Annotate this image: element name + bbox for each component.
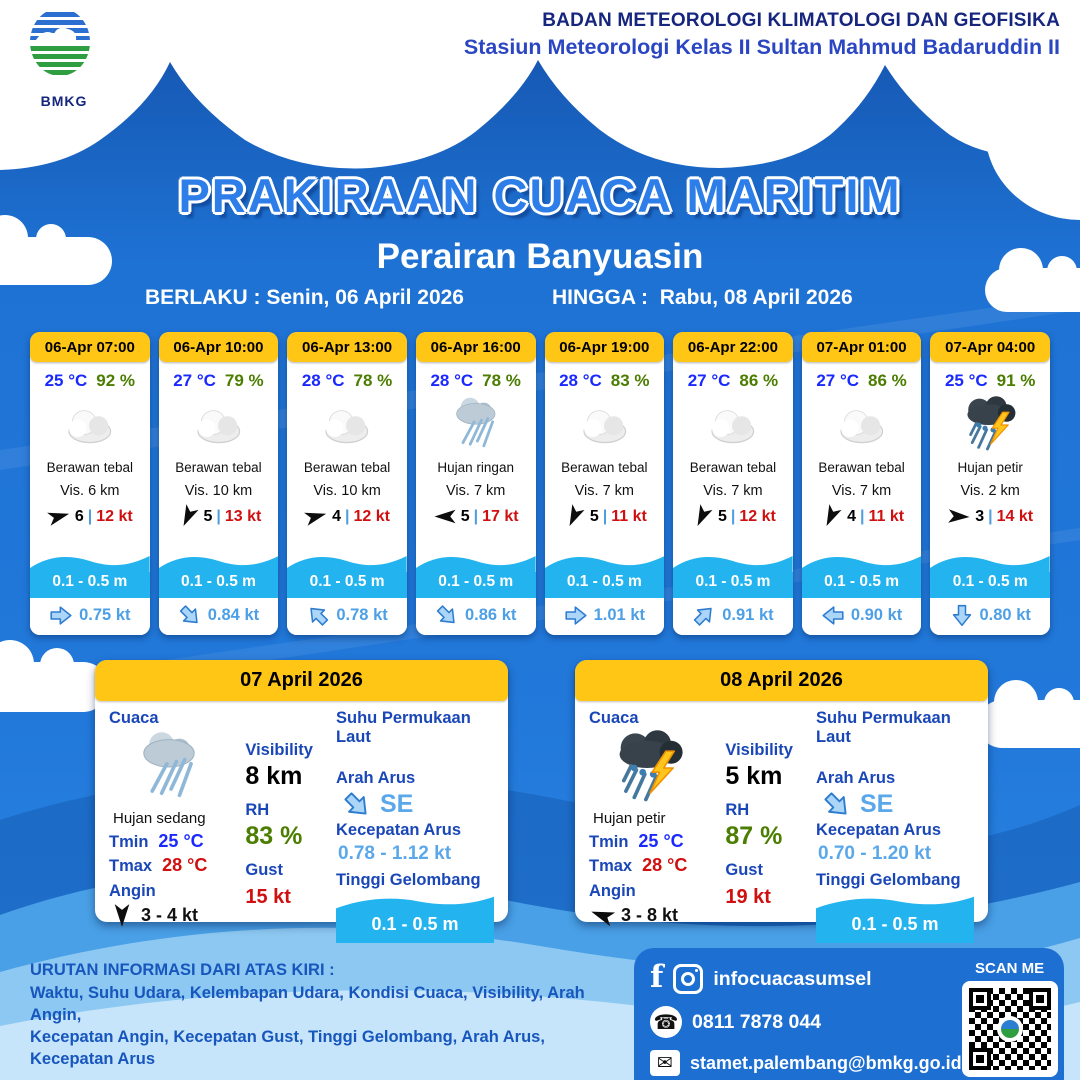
- instagram-icon: [673, 964, 703, 994]
- tmin-label: Tmin: [109, 833, 149, 851]
- separator: |: [216, 507, 221, 525]
- forecast-time: 06-Apr 10:00: [159, 332, 279, 362]
- valid-to: [552, 286, 853, 310]
- wind-range: 3 - 4 kt: [141, 905, 199, 925]
- wave-crest: [930, 552, 1050, 572]
- weather-condition: Berawan tebal: [818, 460, 905, 475]
- forecast-card: [416, 332, 536, 635]
- forecast-card: [802, 332, 922, 635]
- wave-crest: [287, 552, 407, 572]
- area-name: Perairan Banyuasin: [376, 237, 704, 276]
- visibility-label: Visibility: [725, 741, 793, 759]
- weather-icon: [30, 393, 150, 457]
- rh-value: 83 %: [245, 822, 303, 850]
- tmax-label: Tmax: [109, 857, 153, 875]
- kecepatan-arus-label: Kecepatan Arus: [816, 821, 942, 839]
- agency-name: BADAN METEOROLOGI KLIMATOLOGI DAN GEOFISIKA: [542, 10, 1060, 31]
- current-speed: 0.78 kt: [336, 606, 388, 624]
- visibility-label: Visibility: [245, 741, 313, 759]
- humidity: 78 %: [353, 371, 393, 390]
- kecepatan-arus-label: Kecepatan Arus: [336, 821, 462, 839]
- visibility-value: 10 km: [341, 483, 381, 499]
- weather-icon: [119, 726, 219, 810]
- visibility-value: 7 km: [473, 483, 506, 499]
- current-speed: 0.80 kt: [979, 606, 1031, 624]
- air-temperature: 28 °C: [301, 371, 345, 390]
- forecast-time: 07-Apr 04:00: [930, 332, 1050, 362]
- weather-condition: Hujan ringan: [437, 460, 514, 475]
- forecast-time: 06-Apr 16:00: [416, 332, 536, 362]
- tmin-value: 25 °C: [158, 831, 204, 851]
- visibility-value: 2 km: [988, 483, 1020, 499]
- wind-speed: 5: [589, 507, 599, 525]
- bmkg-logo-icon: [24, 6, 96, 92]
- forecast-card: [30, 332, 150, 635]
- forecast-card: [545, 332, 665, 635]
- current-speed: 0.90 kt: [850, 606, 903, 624]
- qr-finder: [1029, 988, 1051, 1010]
- facebook-icon: f: [650, 959, 664, 995]
- current-direction-icon: [688, 600, 720, 632]
- current-direction-icon: [431, 600, 463, 632]
- forecast-time: 06-Apr 19:00: [545, 332, 665, 362]
- air-temperature: 27 °C: [173, 371, 216, 390]
- gust-value: 19 kt: [725, 886, 771, 908]
- humidity: 86 %: [868, 371, 907, 390]
- wave-crest: [802, 552, 922, 572]
- wind-direction-icon: [688, 502, 715, 532]
- gust-speed: 12 kt: [96, 507, 133, 525]
- wave-crest: [30, 552, 150, 572]
- wind-direction-icon: [45, 504, 73, 529]
- gust-speed: 13 kt: [224, 507, 262, 525]
- valid-to-label: HINGGA :: [552, 286, 649, 309]
- poster-title: PRAKIRAAN CUACA MARITIM: [178, 169, 902, 222]
- weather-icon: [930, 393, 1050, 457]
- wave-height: 0.1 - 0.5 m: [416, 572, 536, 598]
- forecast-time: 06-Apr 22:00: [673, 332, 793, 362]
- weather-icon: [802, 393, 922, 457]
- visibility-value: 7 km: [731, 483, 763, 499]
- current-direction-icon: [302, 600, 334, 632]
- gust-speed: 12 kt: [353, 507, 390, 525]
- forecast-card: [930, 332, 1050, 635]
- wave-height: 0.1 - 0.5 m: [30, 572, 150, 598]
- visibility-label: Vis.: [60, 483, 85, 499]
- cloud-shape: [0, 662, 108, 712]
- rh-value: 87 %: [725, 822, 783, 850]
- qr-code: [962, 981, 1058, 1077]
- separator: |: [345, 507, 350, 525]
- footer-legend-line: Kecepatan Angin, Kecepatan Gust, Tinggi Gelombang, Arah Arus, Kecepatan Arus: [30, 1027, 545, 1068]
- air-temperature: 25 °C: [44, 371, 88, 390]
- current-range: 0.70 - 1.20 kt: [818, 843, 932, 864]
- wave-band: [287, 552, 407, 598]
- air-temperature: 28 °C: [559, 371, 602, 390]
- footer-legend-line: Waktu, Suhu Udara, Kelembapan Udara, Kondisi Cuaca, Visibility, Arah Angin,: [30, 983, 585, 1024]
- visibility-value: 7 km: [859, 483, 892, 499]
- qr-finder: [969, 1048, 991, 1070]
- cloud-shape: [978, 700, 1080, 748]
- wave-height: 0.1 - 0.5 m: [673, 572, 793, 598]
- tmin-value: 25 °C: [638, 831, 684, 851]
- station-name: Stasiun Meteorologi Kelas II Sultan Mahmud Badaruddin II: [463, 35, 1060, 59]
- weather-icon: [673, 393, 793, 457]
- current-speed: 0.84 kt: [207, 606, 260, 624]
- wave-crest: [416, 552, 536, 572]
- weather-condition: Berawan tebal: [303, 460, 391, 475]
- visibility-label: Vis.: [446, 483, 470, 499]
- current-speed: 1.01 kt: [593, 606, 645, 624]
- wave-crest: [336, 894, 494, 912]
- current-direction-icon: [49, 605, 73, 626]
- wind-direction-icon: [817, 502, 844, 532]
- cuaca-label: Cuaca: [589, 709, 639, 727]
- forecast-card: [673, 332, 793, 635]
- wave-height-box: [336, 894, 494, 943]
- visibility-label: Vis.: [960, 483, 985, 499]
- email-icon: ✉: [650, 1050, 680, 1076]
- daily-card: [95, 660, 508, 934]
- current-direction-icon: [337, 785, 377, 825]
- weather-condition: Berawan tebal: [175, 460, 262, 475]
- sst-label: Suhu Permukaan Laut: [336, 709, 471, 746]
- bmkg-logo-text: BMKG: [40, 93, 88, 109]
- gust-speed: 17 kt: [482, 507, 519, 525]
- current-direction-icon: [951, 604, 972, 628]
- visibility-label: Vis.: [313, 483, 338, 499]
- forecast-time: 07-Apr 01:00: [802, 332, 922, 362]
- wave-crest: [673, 552, 793, 572]
- daily-card-row: [95, 660, 988, 934]
- weather-condition: Hujan petir: [957, 460, 1023, 475]
- current-speed: 0.75 kt: [79, 606, 131, 624]
- tmax-label: Tmax: [589, 857, 633, 875]
- wave-height-box: [816, 894, 974, 943]
- angin-label: Angin: [589, 882, 636, 900]
- wind-speed: 5: [718, 507, 727, 525]
- title-block: [0, 168, 1080, 277]
- wind-speed: 4: [332, 507, 342, 525]
- wind-direction-icon: [560, 502, 587, 532]
- footer-legend: [30, 959, 630, 1070]
- gust-label: Gust: [725, 861, 763, 879]
- email-address: stamet.palembang@bmkg.go.id: [690, 1052, 962, 1073]
- visibility-value: 5 km: [725, 762, 783, 790]
- daily-date: 08 April 2026: [575, 660, 988, 701]
- forecast-card: [287, 332, 407, 635]
- current-direction-value: SE: [860, 790, 894, 818]
- gust-speed: 11 kt: [611, 507, 647, 525]
- visibility-label: Vis.: [574, 483, 599, 499]
- weather-condition: Berawan tebal: [689, 460, 777, 475]
- valid-from-label: BERLAKU :: [145, 286, 261, 309]
- forecast-card-row: [30, 332, 1050, 635]
- social-handle: infocuacasumsel: [713, 967, 872, 990]
- separator: |: [988, 507, 993, 525]
- humidity: 83 %: [610, 371, 650, 390]
- wave-height: 0.1 - 0.5 m: [159, 572, 279, 598]
- gust-speed: 11 kt: [868, 507, 905, 525]
- gust-speed: 12 kt: [739, 507, 776, 525]
- air-temperature: 28 °C: [430, 371, 474, 390]
- humidity: 92 %: [96, 371, 136, 390]
- wind-speed: 5: [203, 507, 213, 525]
- current-range: 0.78 - 1.12 kt: [338, 843, 452, 864]
- forecast-time: 06-Apr 13:00: [287, 332, 407, 362]
- rh-label: RH: [725, 801, 750, 819]
- weather-condition: Hujan petir: [593, 810, 666, 827]
- phone-number: 0811 7878 044: [692, 1010, 822, 1033]
- weather-icon: [287, 393, 407, 457]
- gust-label: Gust: [245, 861, 283, 879]
- humidity: 86 %: [739, 371, 779, 390]
- contact-panel: [634, 948, 1064, 1080]
- forecast-time: 06-Apr 07:00: [30, 332, 150, 362]
- wave-crest: [816, 894, 974, 912]
- wave-height: 0.1 - 0.5 m: [802, 572, 922, 598]
- separator: |: [602, 507, 608, 525]
- current-speed: 0.86 kt: [465, 606, 517, 624]
- gust-value: 15 kt: [245, 886, 291, 908]
- air-temperature: 25 °C: [944, 371, 988, 390]
- wave-band: [673, 552, 793, 598]
- valid-from-date: Senin, 06 April 2026: [266, 286, 464, 309]
- weather-icon: [545, 393, 665, 457]
- wave-band: [930, 552, 1050, 598]
- wave-crest: [159, 552, 279, 572]
- agency-header: [464, 10, 1060, 60]
- wave-height: 0.1 - 0.5 m: [287, 572, 407, 598]
- current-direction-icon: [174, 600, 206, 632]
- wind-direction-icon: [112, 903, 133, 929]
- visibility-value: 10 km: [212, 483, 253, 499]
- air-temperature: 27 °C: [816, 371, 860, 390]
- weather-icon: [416, 393, 536, 457]
- air-temperature: 27 °C: [687, 371, 731, 390]
- visibility-label: Vis.: [703, 483, 728, 499]
- current-speed: 0.91 kt: [722, 606, 774, 624]
- tmin-label: Tmin: [589, 833, 629, 851]
- tmax-value: 28 °C: [162, 855, 208, 875]
- wave-crest: [545, 552, 665, 572]
- wind-range: 3 - 8 kt: [621, 905, 679, 925]
- wind-direction-icon: [947, 506, 972, 526]
- wind-speed: 3: [975, 507, 985, 525]
- email-row: [650, 1050, 962, 1076]
- wave-height: 0.1 - 0.5 m: [930, 572, 1050, 598]
- current-direction-value: SE: [380, 790, 414, 818]
- daily-card: [575, 660, 988, 934]
- valid-to-date: Rabu, 08 April 2026: [659, 286, 853, 309]
- valid-from: [145, 286, 464, 310]
- footer-legend-heading: URUTAN INFORMASI DARI ATAS KIRI :: [30, 961, 335, 980]
- weather-condition: Berawan tebal: [561, 460, 648, 475]
- wave-band: [30, 552, 150, 598]
- forecast-card: [159, 332, 279, 635]
- wave-height: 0.1 - 0.5 m: [816, 912, 974, 943]
- separator: |: [730, 507, 736, 525]
- current-direction-icon: [817, 785, 857, 825]
- humidity: 78 %: [482, 371, 521, 390]
- angin-label: Angin: [109, 882, 156, 900]
- qr-center-logo: [997, 1016, 1023, 1042]
- wind-speed: 6: [74, 507, 84, 525]
- wind-speed: 4: [847, 507, 856, 525]
- current-direction-icon: [821, 605, 845, 626]
- wave-band: [416, 552, 536, 598]
- qr-finder: [969, 988, 991, 1010]
- phone-row: [650, 1006, 962, 1038]
- wind-direction-icon: [302, 504, 330, 529]
- separator: |: [859, 507, 865, 525]
- wave-band: [802, 552, 922, 598]
- wind-direction-icon: [586, 901, 618, 930]
- daily-date: 07 April 2026: [95, 660, 508, 701]
- separator: |: [473, 507, 479, 525]
- current-direction-icon: [564, 605, 588, 626]
- scan-me-label: SCAN ME: [975, 960, 1045, 977]
- arah-arus-label: Arah Arus: [336, 769, 416, 787]
- tinggi-gelombang-label: Tinggi Gelombang: [336, 871, 481, 889]
- humidity: 91 %: [996, 371, 1036, 390]
- bmkg-logo: [24, 6, 104, 109]
- wind-direction-icon: [433, 507, 457, 526]
- social-row: [650, 959, 962, 995]
- tmax-value: 28 °C: [642, 855, 688, 875]
- wave-band: [545, 552, 665, 598]
- wind-speed: 5: [460, 507, 470, 525]
- rh-label: RH: [245, 801, 270, 819]
- whatsapp-icon: ☎: [650, 1006, 682, 1038]
- wave-height: 0.1 - 0.5 m: [336, 912, 494, 943]
- visibility-label: Vis.: [184, 483, 209, 499]
- gust-speed: 14 kt: [996, 507, 1034, 525]
- cuaca-label: Cuaca: [109, 709, 159, 727]
- wave-band: [159, 552, 279, 598]
- arah-arus-label: Arah Arus: [816, 769, 896, 787]
- separator: |: [87, 507, 93, 525]
- visibility-value: 8 km: [245, 762, 303, 790]
- weather-condition: Berawan tebal: [46, 460, 133, 475]
- visibility-value: 7 km: [602, 483, 634, 499]
- weather-condition: Hujan sedang: [113, 810, 206, 827]
- sst-label: Suhu Permukaan Laut: [816, 709, 951, 746]
- visibility-value: 6 km: [88, 483, 120, 499]
- tinggi-gelombang-label: Tinggi Gelombang: [816, 871, 961, 889]
- weather-icon: [599, 726, 699, 810]
- wind-direction-icon: [174, 502, 201, 532]
- weather-icon: [159, 393, 279, 457]
- visibility-label: Vis.: [831, 483, 856, 499]
- humidity: 79 %: [224, 371, 264, 390]
- wave-height: 0.1 - 0.5 m: [545, 572, 665, 598]
